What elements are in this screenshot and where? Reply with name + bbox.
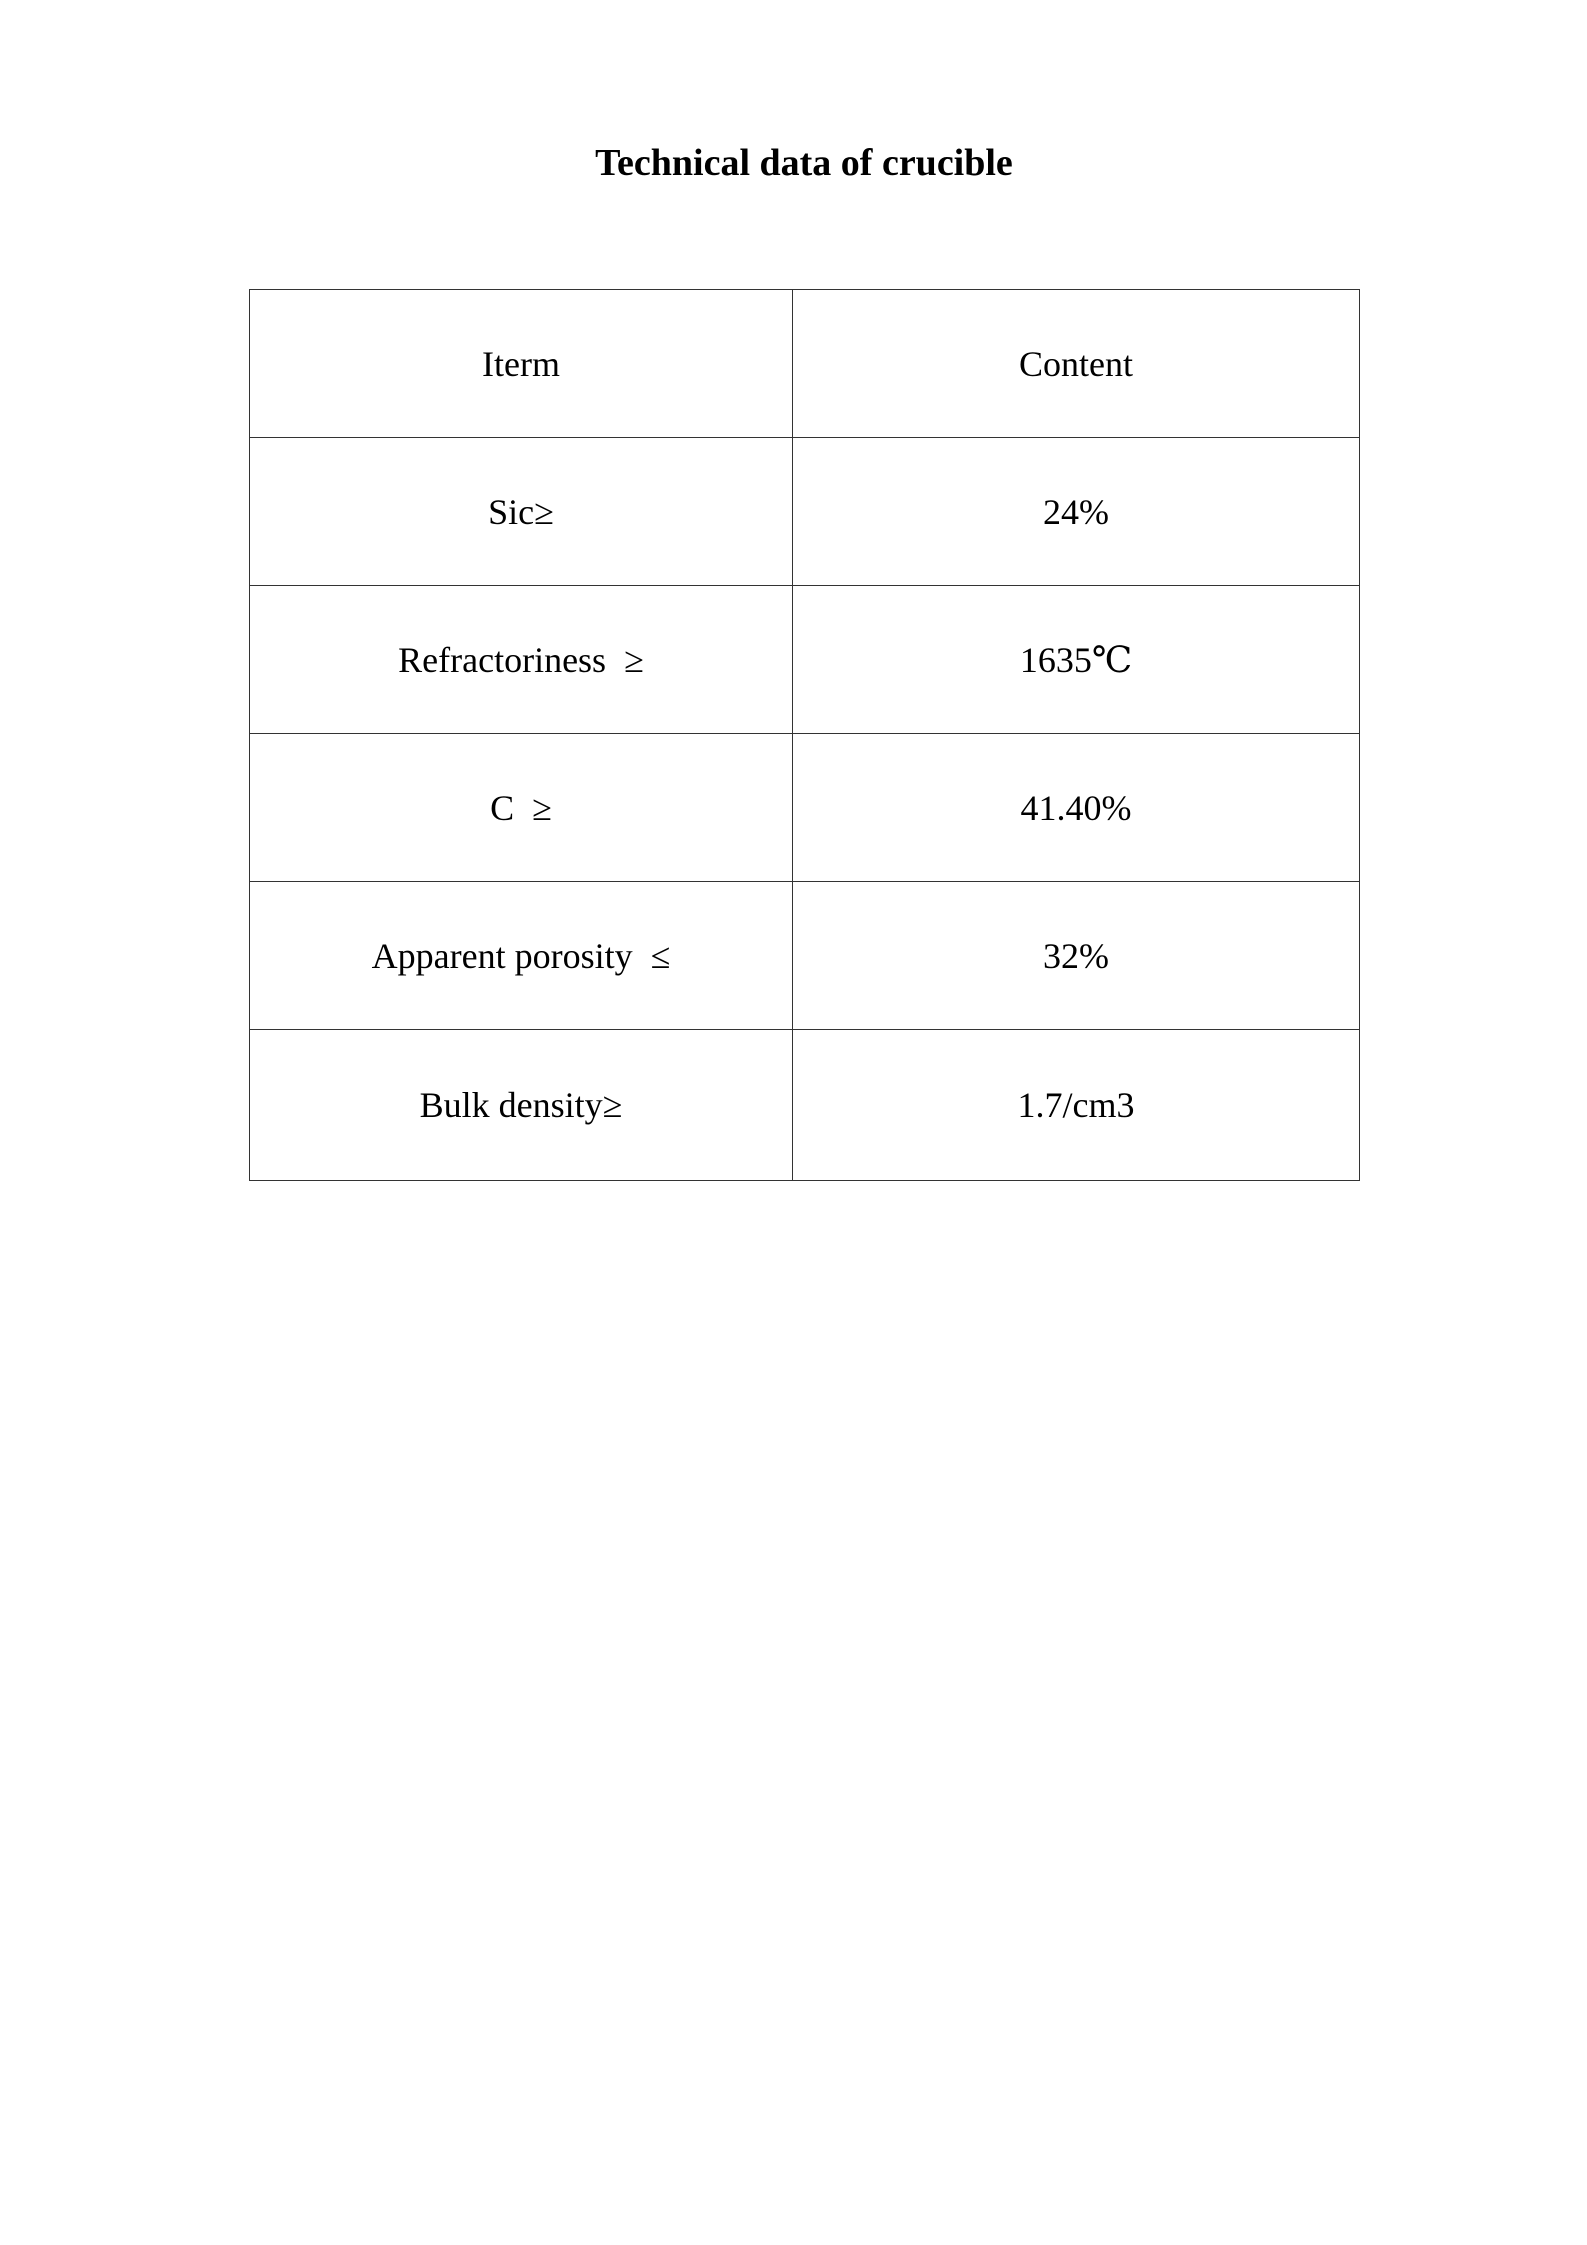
table-row: [250, 586, 1360, 734]
row-item-cell: C ≥: [250, 734, 793, 882]
technical-data-table: [249, 289, 1360, 1181]
row-content-cell: 1635℃: [793, 586, 1360, 734]
table-row: [250, 734, 1360, 882]
header-content: Content: [793, 290, 1360, 438]
row-content-cell: 32%: [793, 882, 1360, 1030]
row-item-cell: Bulk density≥: [250, 1030, 793, 1181]
table-header-row: [250, 290, 1360, 438]
row-content-cell: 1.7/cm3: [793, 1030, 1360, 1181]
table-row: [250, 1030, 1360, 1181]
page-title: Technical data of crucible: [595, 142, 1013, 184]
table-row: [250, 438, 1360, 586]
header-item: Iterm: [250, 290, 793, 438]
row-content-cell: 24%: [793, 438, 1360, 586]
row-item-cell: Sic≥: [250, 438, 793, 586]
row-content-cell: 41.40%: [793, 734, 1360, 882]
row-item-cell: Refractoriness ≥: [250, 586, 793, 734]
row-item-cell: Apparent porosity ≤: [250, 882, 793, 1030]
table-row: [250, 882, 1360, 1030]
